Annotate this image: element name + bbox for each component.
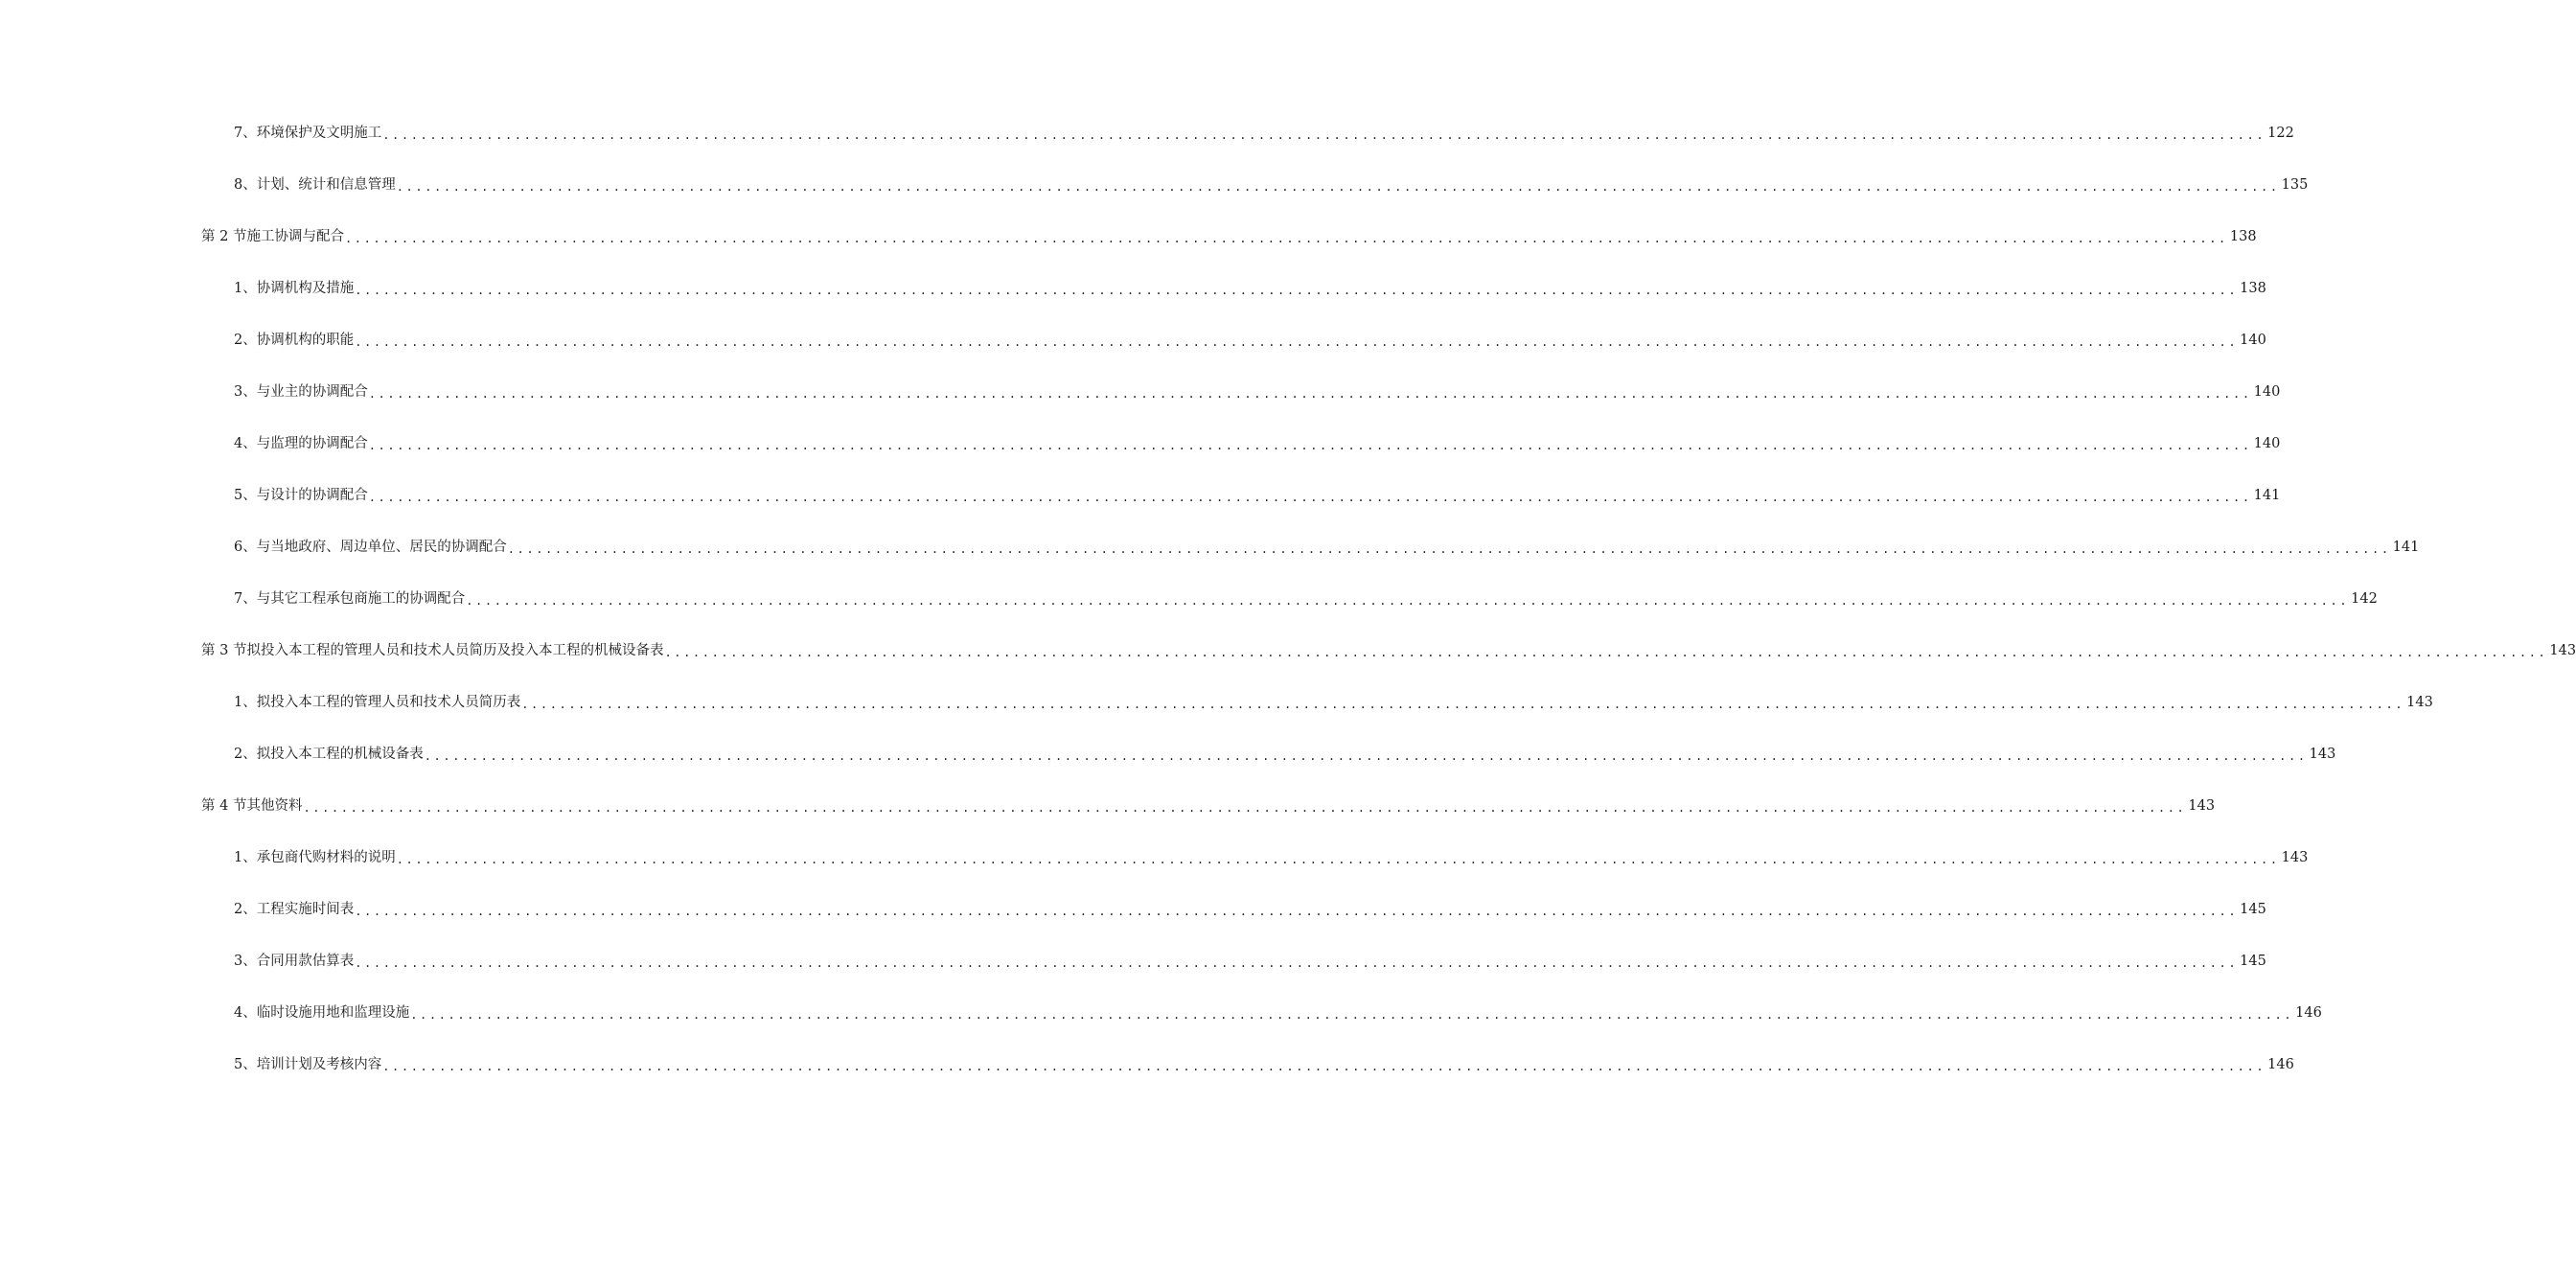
- entry-title: 承包商代购材料的说明: [256, 849, 396, 865]
- toc-entry[interactable]: [0, 314, 2266, 366]
- entry-page-number: 140: [2253, 435, 2281, 451]
- toc-entry[interactable]: [0, 832, 2309, 884]
- entry-title: 与监理的协调配合: [256, 435, 368, 451]
- toc-entry[interactable]: [0, 107, 2294, 159]
- entry-page-number: 140: [2240, 332, 2266, 348]
- toc-entry[interactable]: [0, 728, 2336, 780]
- entry-title: 与设计的协调配合: [256, 487, 368, 503]
- entry-number: 7、: [234, 125, 257, 141]
- toc-entry[interactable]: [0, 418, 2281, 470]
- entry-page-number: 138: [2229, 228, 2257, 244]
- entry-title: 工程实施时间表: [256, 901, 355, 917]
- entry-title: 环境保护及文明施工: [256, 125, 382, 141]
- entry-title: 计划、统计和信息管理: [256, 176, 396, 193]
- section-title: 拟投入本工程的管理人员和技术人员简历及投入本工程的机械设备表: [246, 642, 664, 658]
- entry-page-number: 142: [2351, 590, 2378, 607]
- table-of-contents: [0, 107, 2576, 1091]
- entry-title: 拟投入本工程的管理人员和技术人员简历表: [256, 694, 521, 710]
- dot-leader: ........................................................................................................................................................................................................: [396, 180, 2280, 194]
- entry-page-number: 141: [2392, 539, 2420, 555]
- dot-leader: ........................................................................................................................................................................................................: [410, 1008, 2294, 1022]
- section-number: 第 4 节: [201, 797, 247, 814]
- toc-entry[interactable]: [0, 159, 2309, 211]
- entry-page-number: 143: [2406, 694, 2433, 710]
- entry-page-number: 140: [2253, 383, 2281, 400]
- dot-leader: ........................................................................................................................................................................................................: [507, 542, 2391, 556]
- dot-leader: ........................................................................................................................................................................................................: [303, 801, 2187, 815]
- entry-number: 2、: [234, 332, 257, 348]
- section-title: 其他资料: [246, 797, 303, 814]
- entry-page-number: 135: [2281, 176, 2309, 193]
- toc-entry[interactable]: [0, 573, 2378, 625]
- toc-entry[interactable]: [0, 470, 2281, 521]
- entry-title: 与其它工程承包商施工的协调配合: [256, 590, 466, 607]
- dot-leader: ........................................................................................................................................................................................................: [368, 439, 2252, 452]
- entry-number: 5、: [234, 1056, 257, 1072]
- entry-title: 协调机构的职能: [256, 332, 355, 348]
- entry-number: 1、: [234, 280, 257, 296]
- dot-leader: ........................................................................................................................................................................................................: [344, 232, 2228, 245]
- section-number: 第 2 节: [201, 228, 247, 244]
- entry-number: 2、: [234, 901, 257, 917]
- entry-page-number: 146: [2295, 1004, 2322, 1021]
- entry-page-number: 143: [2309, 746, 2336, 762]
- entry-number: 4、: [234, 435, 257, 451]
- entry-page-number: 145: [2240, 901, 2266, 917]
- dot-leader: ........................................................................................................................................................................................................: [355, 284, 2239, 297]
- entry-title: 协调机构及措施: [256, 280, 355, 296]
- dot-leader: ........................................................................................................................................................................................................: [355, 335, 2239, 349]
- entry-number: 7、: [234, 590, 257, 607]
- entry-title: 培训计划及考核内容: [256, 1056, 382, 1072]
- entry-number: 4、: [234, 1004, 257, 1021]
- dot-leader: ........................................................................................................................................................................................................: [382, 128, 2266, 142]
- entry-page-number: 143: [2281, 849, 2309, 865]
- toc-section-entry[interactable]: [0, 625, 2576, 677]
- entry-number: 6、: [234, 539, 257, 555]
- entry-title: 拟投入本工程的机械设备表: [256, 746, 424, 762]
- dot-leader: ........................................................................................................................................................................................................: [355, 956, 2239, 970]
- dot-leader: ........................................................................................................................................................................................................: [382, 1060, 2266, 1073]
- toc-entry[interactable]: [0, 366, 2281, 418]
- entry-page-number: 138: [2240, 280, 2266, 296]
- toc-entry[interactable]: [0, 1039, 2294, 1091]
- dot-leader: ........................................................................................................................................................................................................: [664, 646, 2548, 659]
- entry-number: 2、: [234, 746, 257, 762]
- toc-section-entry[interactable]: [0, 780, 2216, 832]
- dot-leader: ........................................................................................................................................................................................................: [368, 491, 2252, 504]
- toc-entry[interactable]: [0, 263, 2266, 314]
- entry-number: 1、: [234, 849, 257, 865]
- entry-page-number: 122: [2267, 125, 2294, 141]
- entry-title: 与当地政府、周边单位、居民的协调配合: [256, 539, 507, 555]
- dot-leader: ........................................................................................................................................................................................................: [521, 698, 2405, 711]
- entry-number: 8、: [234, 176, 257, 193]
- entry-page-number: 146: [2267, 1056, 2294, 1072]
- dot-leader: ........................................................................................................................................................................................................: [424, 749, 2308, 763]
- section-title: 施工协调与配合: [246, 228, 344, 244]
- entry-title: 与业主的协调配合: [256, 383, 368, 400]
- toc-entry[interactable]: [0, 935, 2266, 987]
- toc-entry[interactable]: [0, 987, 2322, 1039]
- entry-page-number: 145: [2240, 953, 2266, 969]
- entry-page-number: 141: [2253, 487, 2281, 503]
- entry-number: 1、: [234, 694, 257, 710]
- entry-number: 3、: [234, 953, 257, 969]
- dot-leader: ........................................................................................................................................................................................................: [355, 905, 2239, 918]
- dot-leader: ........................................................................................................................................................................................................: [368, 387, 2252, 401]
- section-number: 第 3 节: [201, 642, 247, 658]
- entry-page-number: 143: [2188, 797, 2216, 814]
- dot-leader: ........................................................................................................................................................................................................: [466, 594, 2350, 608]
- entry-number: 3、: [234, 383, 257, 400]
- entry-title: 临时设施用地和监理设施: [256, 1004, 410, 1021]
- dot-leader: ........................................................................................................................................................................................................: [396, 853, 2280, 866]
- entry-number: 5、: [234, 487, 257, 503]
- toc-entry[interactable]: [0, 521, 2420, 573]
- toc-entry[interactable]: [0, 677, 2433, 728]
- entry-page-number: 143: [2549, 642, 2576, 658]
- toc-section-entry[interactable]: [0, 211, 2257, 263]
- toc-entry[interactable]: [0, 884, 2266, 935]
- entry-title: 合同用款估算表: [256, 953, 355, 969]
